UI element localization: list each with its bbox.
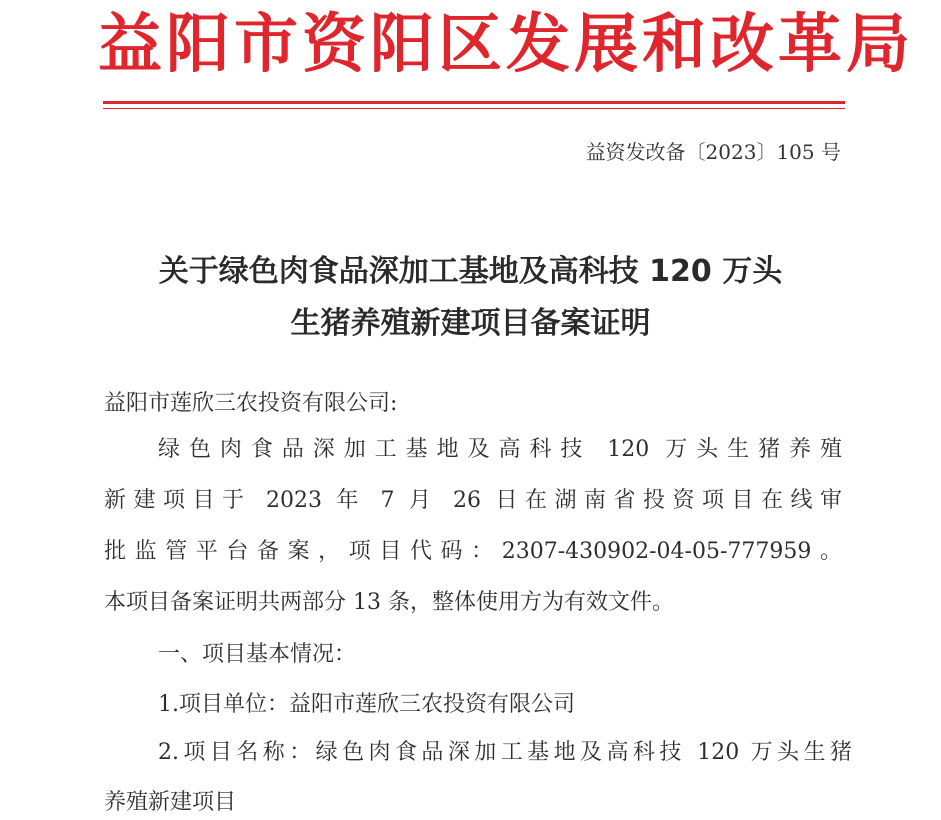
paragraph-1-line-4: 本项目备案证明共两部分 13 条，整体使用方为有效文件。: [104, 590, 674, 615]
item-2-project-name-line-1: 2.项目名称：绿色肉食品深加工基地及高科技 120 万头生猪: [158, 740, 852, 765]
item-2-project-name-line-2: 养殖新建项目: [104, 790, 237, 815]
issuing-authority-header: 益阳市资阳区发展和改革局: [98, 7, 914, 82]
document-title-line-1: 关于绿色肉食品深加工基地及高科技 120 万头: [158, 254, 783, 289]
red-header-rule-thin: [103, 108, 845, 109]
section-1-heading: 一、项目基本情况：: [158, 642, 357, 667]
recipient-line: 益阳市莲欣三农投资有限公司:: [104, 391, 398, 416]
red-header-rule-thick: [103, 101, 845, 104]
paragraph-1-line-2: 新建项目于 2023 年 7 月 26 日在湖南省投资项目在线审: [104, 488, 842, 513]
document-title-line-2: 生猪养殖新建项目备案证明: [290, 306, 651, 341]
paragraph-1-line-1: 绿色肉食品深加工基地及高科技 120 万头生猪养殖: [158, 437, 842, 462]
paragraph-1-line-3: 批监管平台备案，项目代码：2307-430902-04-05-777959。: [104, 539, 842, 564]
item-1-project-unit: 1.项目单位：益阳市莲欣三农投资有限公司: [158, 692, 575, 717]
document-number: 益资发改备〔2023〕105 号: [585, 140, 841, 164]
